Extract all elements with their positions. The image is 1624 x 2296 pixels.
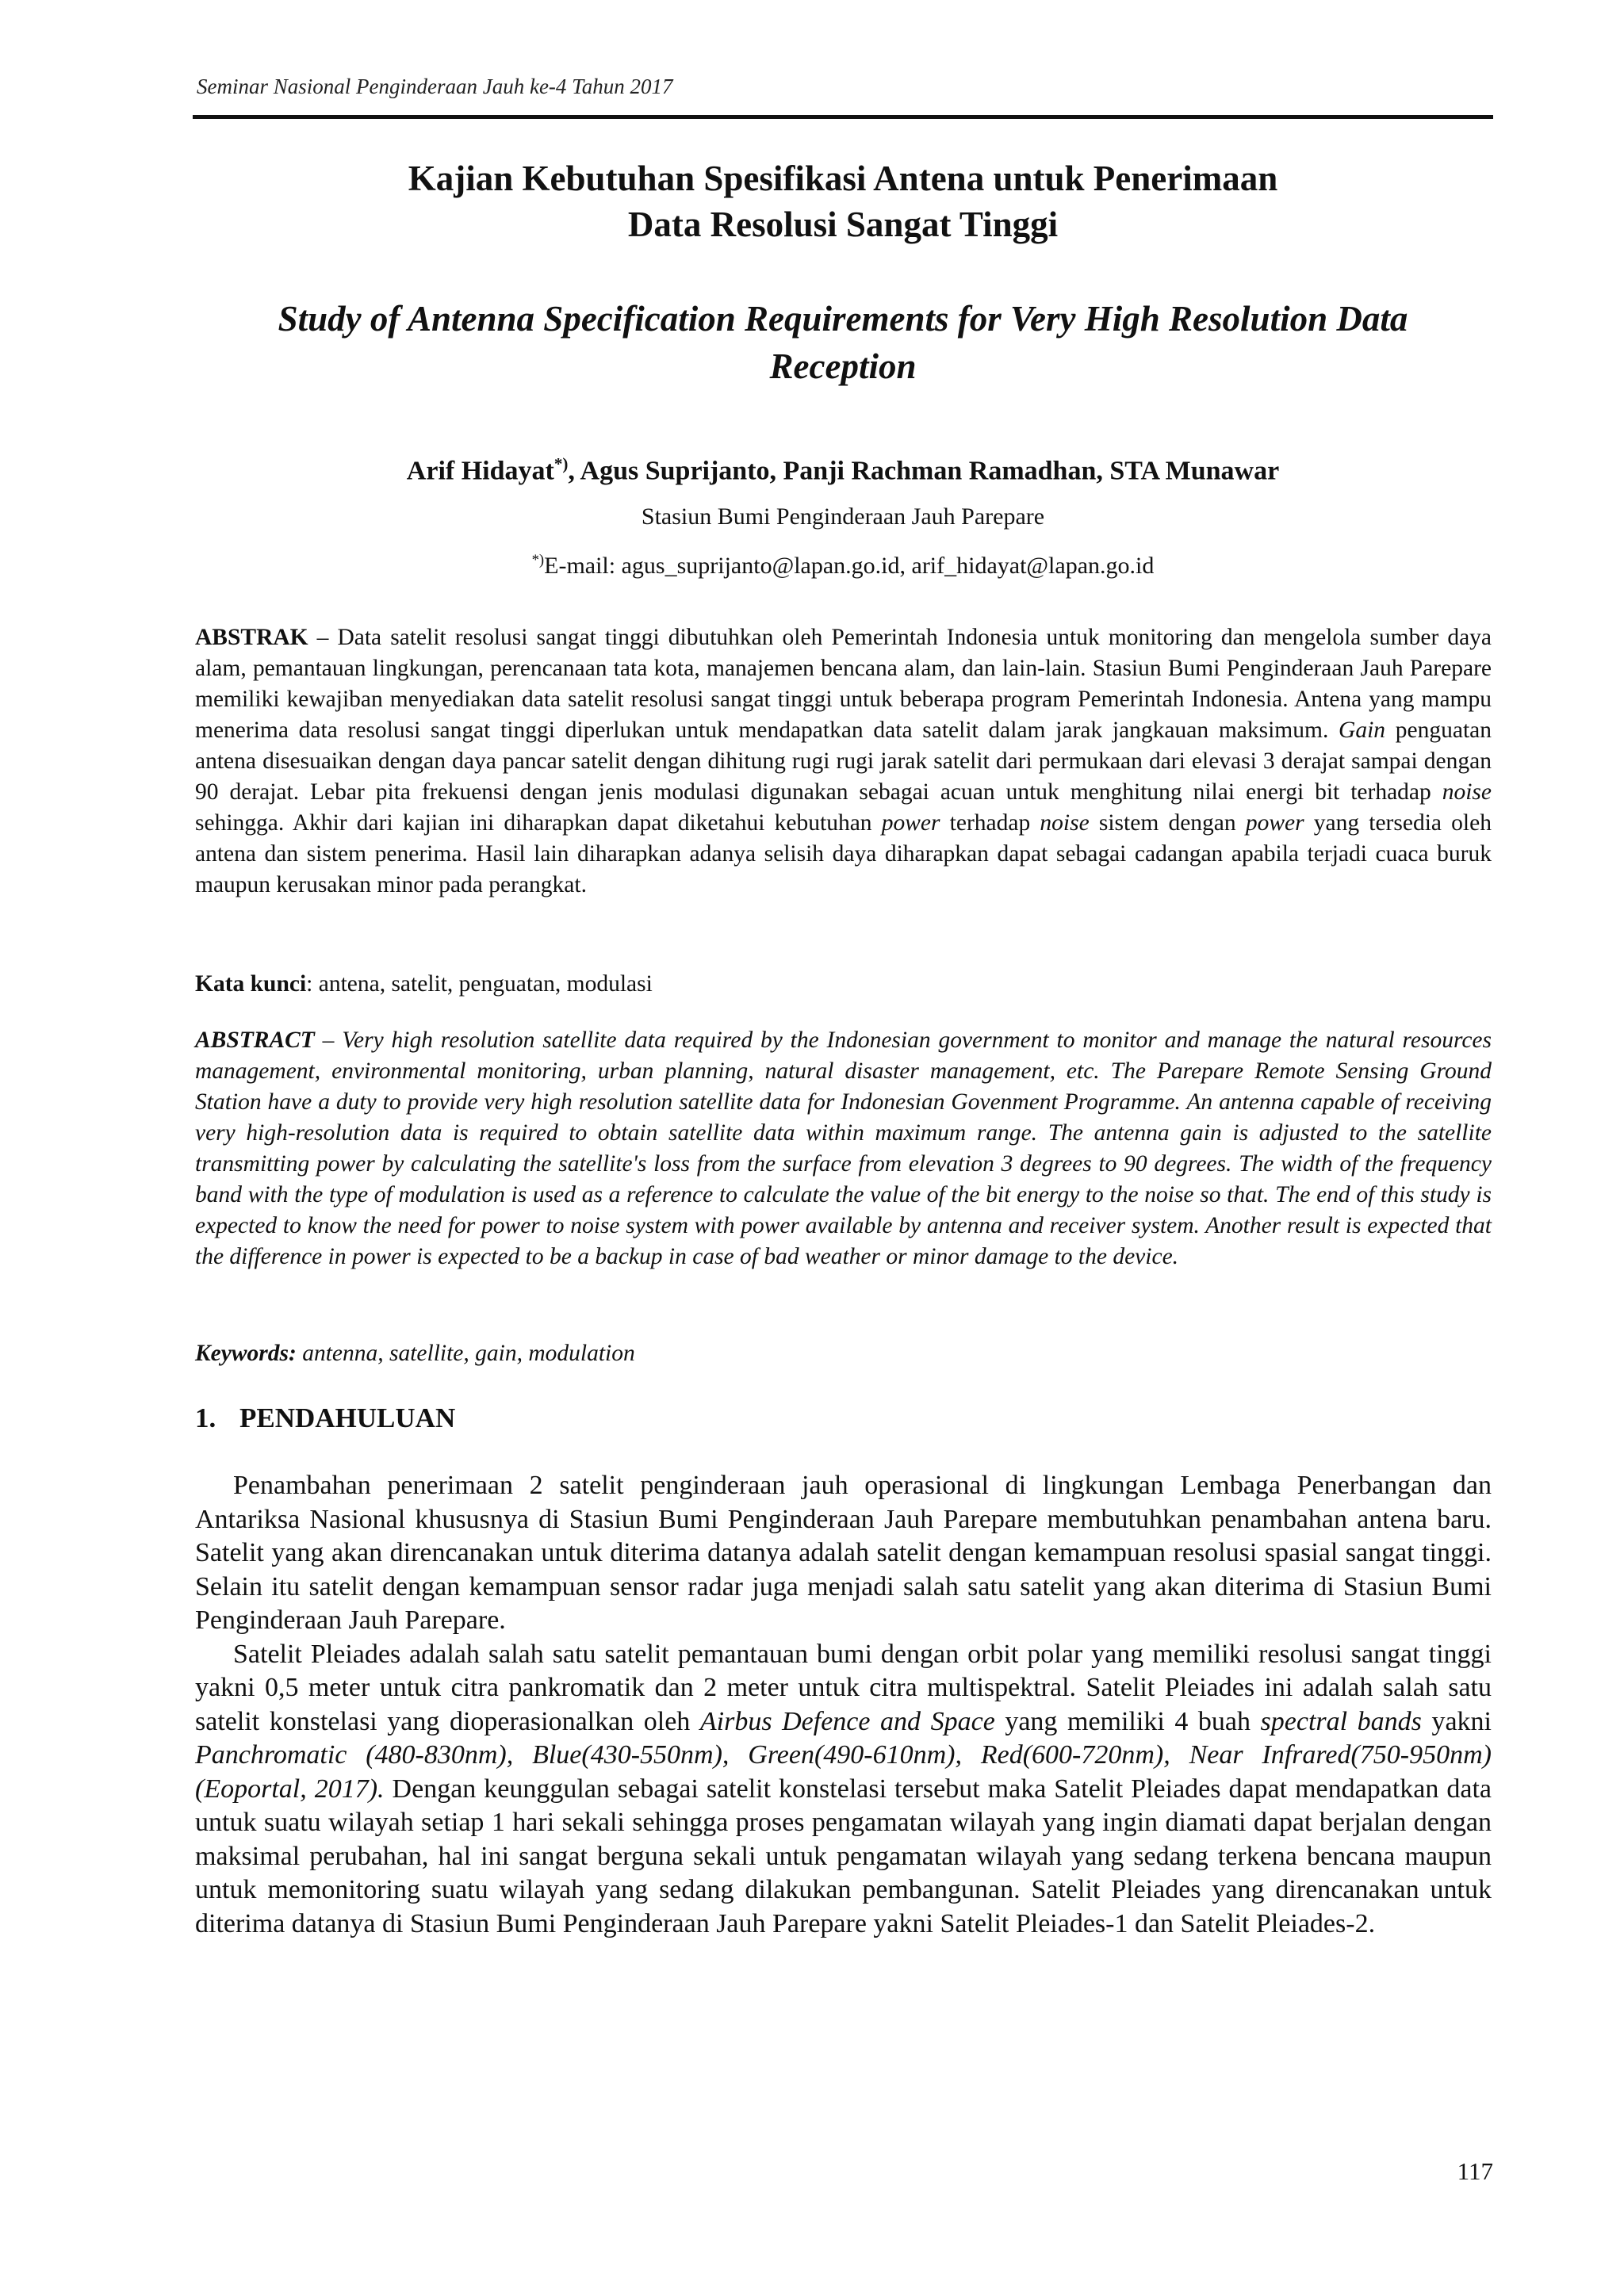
body-italic-run: spectral bands [1260, 1706, 1422, 1736]
title-en-line-1: Study of Antenna Specification Requirements for Very High Resolution Data [278, 299, 1408, 339]
abstract-text: Very high resolution satellite data required by the Indonesian government to monitor and manage the natural resources management, environmental monitoring, urban planning, natural disaster management, etc. The Parepare Remote Sensing Ground Station have a duty to provide very high resolution satellite data for Indonesian Govenment Programme. An antenna capable of receiving very high-resolution data is required to obtain satellite data within maximum range. The antenna gain is adjusted to the satellite transmitting power by calculating the satellite's loss from the surface from elevation 3 degrees to 90 degrees. The width of the frequency band with the type of modulation is used as a reference to calculate the value of the bit energy to the noise so that. The end of this study is expected to know the need for power to noise system with power available by antenna and receiver system. Another result is expected that the difference in power is expected to be a backup in case of bad weather or minor damage to the device. [195, 1027, 1492, 1269]
body-text-run: Dengan keunggulan sebagai satelit konstelasi tersebut maka Satelit Pleiades dapat mendapatkan data untuk suatu wilayah setiap 1 hari sekali sehingga proses pengamatan wilayah yang ingin diamati dapat berjalan dengan maksimal perubahan, hal ini sangat berguna sekali untuk pengamatan wilayah yang sedang terkena bencana maupun untuk memonitoring suatu wilayah yang sedang dilakukan pembangunan. Satelit Pleiades yang direncanakan untuk diterima datanya di Stasiun Bumi Penginderaan Jauh Parepare yakni Satelit Pleiades-1 dan Satelit Pleiades-2. [195, 1774, 1492, 1938]
abstrak-text: penguatan antena disesuaikan dengan daya pancar satelit dengan dihitung rugi rugi jarak satelit dari permukaan dari elevasi 3 derajat sampai dengan 90 derajat. Lebar pita frekuensi dengan jenis modulasi digunakan sebagai acuan untuk menghitung nilai energi bit terhadap [195, 718, 1492, 805]
abstract-label: ABSTRACT [195, 1027, 315, 1053]
title-en-line-2: Reception [769, 346, 917, 386]
abstrak-text: sehingga. Akhir dari kajian ini diharapkan dapat diketahui kebutuhan [195, 810, 882, 836]
body-text-run: yang memiliki 4 buah [994, 1706, 1261, 1736]
running-header: Seminar Nasional Penginderaan Jauh ke-4 Tahun 2017 [197, 75, 673, 98]
paper-title-indonesian [193, 155, 1493, 247]
abstrak-text: Data satelit resolusi sangat tinggi dibutuhkan oleh Pemerintah Indonesia untuk monitoring dan mengelola sumber daya alam, pemantauan lingkungan, perencanaan tata kota, manajemen bencana alam, dan lain-lain. Stasiun Bumi Penginderaan Jauh Parepare memiliki kewajiban menyediakan data satelit resolusi sangat tinggi untuk beberapa program Pemerintah Indonesia. Antena yang mampu menerima data resolusi sangat tinggi diperlukan untuk mendapatkan data satelit dalam jarak jangkauan maksimum. [195, 625, 1492, 743]
other-authors: , Agus Suprijanto, Panji Rachman Ramadhan, STA Munawar [568, 456, 1280, 486]
abstrak-term: noise [1040, 810, 1090, 836]
abstrak-term: power [1245, 810, 1304, 836]
email-line [193, 552, 1493, 580]
abstrak-text: yang tersedia oleh antena dan sistem penerima. Hasil lain diharapkan adanya selisih daya diharapkan dapat sebagai cadangan apabila terjadi cuaca buruk maupun kerusakan minor pada perangkat. [195, 810, 1492, 897]
abstrak-text: sistem dengan [1089, 810, 1246, 836]
body-italic-run: Panchromatic (480-830nm), Blue(430-550nm), Green(490-610nm), Red(600-720nm), Near Infrared(750-950nm) (Eoportal, 2017). [195, 1740, 1492, 1804]
abstract-paragraph [195, 1025, 1492, 1272]
body-text-run: Satelit Pleiades adalah salah satu satelit pemantauan bumi dengan orbit polar yang memiliki resolusi sangat tinggi yakni 0,5 meter untuk citra pankromatik dan 2 meter untuk citra multispektral. Satelit Pleiades ini adalah salah satu satelit konstelasi yang dioperasionalkan oleh [195, 1639, 1492, 1736]
section-number: 1. [195, 1402, 216, 1433]
email-addresses: E-mail: agus_suprijanto@lapan.go.id, arif_hidayat@lapan.go.id [544, 553, 1155, 579]
keywords-line [195, 1338, 1492, 1369]
abstrak-term: power [881, 810, 940, 836]
abstrak-label: ABSTRAK [195, 625, 308, 650]
page-number: 117 [1457, 2157, 1493, 2185]
body-text-run: yakni [1421, 1706, 1492, 1736]
abstrak-separator: – [308, 625, 338, 650]
email-mark: *) [531, 552, 545, 568]
body-italic-run: Airbus Defence and Space [699, 1706, 995, 1736]
body-paragraph-1: Penambahan penerimaan 2 satelit penginderaan jauh operasional di lingkungan Lembaga Penerbangan dan Antariksa Nasional khususnya di Stasiun Bumi Penginderaan Jauh Parepare membutuhkan penambahan antena baru. Satelit yang akan direncanakan untuk diterima datanya adalah satelit dengan kemampuan resolusi spasial sangat tinggi. Selain itu satelit dengan kemampuan sensor radar juga menjadi salah satu satelit yang akan diterima di Stasiun Bumi Penginderaan Jauh Parepare. [195, 1471, 1492, 1635]
abstrak-term: noise [1442, 779, 1492, 805]
section-heading [195, 1402, 455, 1434]
abstrak-term: Gain [1339, 718, 1386, 743]
paper-title-english [193, 295, 1493, 390]
abstrak-text: terhadap [940, 810, 1040, 836]
kata-kunci-text: : antena, satelit, penguatan, modulasi [306, 971, 653, 997]
abstrak-paragraph [195, 622, 1492, 901]
title-id-line-2: Data Resolusi Sangat Tinggi [627, 205, 1059, 244]
keywords-text: antenna, satellite, gain, modulation [296, 1341, 635, 1366]
body-paragraph-2 [195, 1638, 1492, 1942]
abstract-separator: – [314, 1027, 343, 1053]
corresponding-mark: *) [553, 454, 569, 473]
section-title: PENDAHULUAN [239, 1402, 456, 1433]
section-body [195, 1469, 1492, 1941]
affiliation: Stasiun Bumi Penginderaan Jauh Parepare [641, 503, 1045, 530]
kata-kunci-label: Kata kunci [195, 971, 307, 997]
first-author: Arif Hidayat [406, 456, 554, 486]
header-rule [193, 115, 1493, 119]
author-list [193, 454, 1493, 486]
title-id-line-1: Kajian Kebutuhan Spesifikasi Antena untuk Penerimaan [408, 159, 1278, 198]
kata-kunci-line [195, 969, 1492, 1000]
keywords-label: Keywords: [195, 1341, 297, 1366]
